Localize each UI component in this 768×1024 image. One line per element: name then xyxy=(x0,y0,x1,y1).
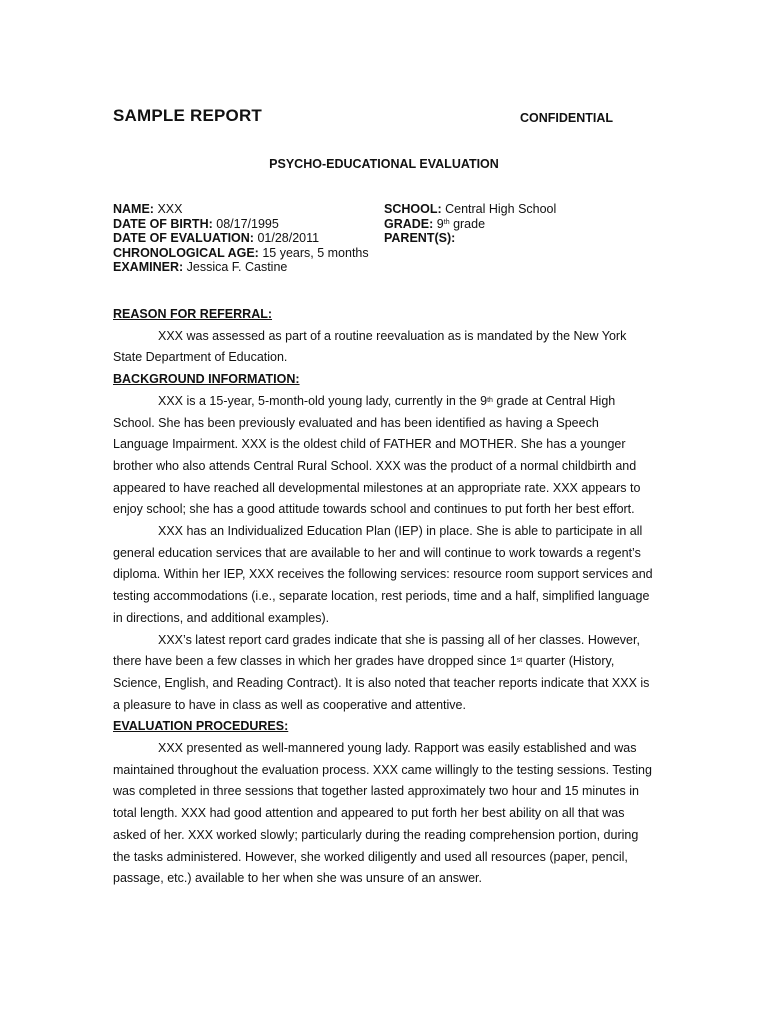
dob-row xyxy=(113,217,369,232)
school-label: SCHOOL: xyxy=(384,202,442,216)
name-value: XXX xyxy=(153,202,183,216)
background-p3-start: XXX’s latest report card grades indicate that she is passing all of her classes. However, there have been a few classes in which her grades have dropped since 1 xyxy=(113,632,640,669)
dob-label: DATE OF BIRTH: xyxy=(113,216,213,231)
procedures-heading: EVALUATION PROCEDURES: xyxy=(113,719,289,734)
examiner-row xyxy=(113,260,369,275)
dob-value: 08/17/1995 xyxy=(212,216,279,231)
grade-suffix: grade xyxy=(449,216,486,231)
referral-heading: REASON FOR REFERRAL: xyxy=(113,307,273,321)
background-p1-superscript: th xyxy=(487,396,493,404)
school-row xyxy=(384,202,556,217)
background-p1-start: XXX is a 15-year, 5-month-old young lady, currently in the 9 xyxy=(158,393,488,408)
age-value: 15 years, 5 months xyxy=(258,245,369,260)
name-row xyxy=(113,202,369,217)
student-info-left xyxy=(113,202,369,275)
background-heading: BACKGROUND INFORMATION: xyxy=(113,372,300,387)
background-paragraph-3 xyxy=(113,630,653,717)
background-p1-end: grade at Central High School. She has been previously evaluated and has been identified as having a Speech Language Impairment. XXX is the oldest child of FATHER and MOTHER. She has a younger brother who also attends Central Rural School. XXX was the product of a normal childbirth and appeared to have reached all developmental milestones at an appropriate rate. XXX appears to enjoy school; she has a good attitude towards school and continues to put forth her best effort. xyxy=(113,393,641,517)
procedures-paragraph: XXX presented as well-mannered young lady. Rapport was easily established and was maintained throughout the evaluation process. XXX came willingly to the testing sessions. Testing was completed in three sessions that together lasted approximately two hour and 15 minutes in total length. XXX had good attention and appeared to put forth her best ability on all that was asked of her. XXX worked slowly; particularly during the reading comprehension portion, during the tasks administered. However, she worked diligently and used all resources (paper, pencil, passage, etc.) available to her when she was unsure of an answer. xyxy=(113,741,652,886)
grade-row xyxy=(384,217,556,232)
background-paragraph-1 xyxy=(113,391,653,521)
evaluation-title: PSYCHO-EDUCATIONAL EVALUATION xyxy=(269,157,499,171)
parents-row xyxy=(384,231,556,246)
age-label: CHRONOLOGICAL AGE: xyxy=(113,245,259,260)
parents-label: PARENT(S): xyxy=(384,231,456,246)
doe-value: 01/28/2011 xyxy=(253,231,320,246)
grade-superscript: th xyxy=(443,218,450,226)
doe-label: DATE OF EVALUATION: xyxy=(113,231,254,246)
background-p3-superscript: st xyxy=(516,657,523,665)
report-title: SAMPLE REPORT xyxy=(113,106,263,125)
referral-paragraph: XXX was assessed as part of a routine reevaluation as is mandated by the New York State Department of Education. xyxy=(113,328,627,365)
background-p3-end: quarter (History, Science, English, and Reading Contract). It is also noted that teacher reports indicate that XXX is a pleasure to have in class as well as cooperative and attentive. xyxy=(113,654,650,712)
student-info-right xyxy=(384,202,556,246)
name-label: NAME: xyxy=(113,202,154,216)
age-row xyxy=(113,246,369,261)
grade-label: GRADE: xyxy=(384,216,434,231)
grade-value: 9 xyxy=(433,216,444,231)
examiner-value: Jessica F. Castine xyxy=(183,260,288,275)
doe-row xyxy=(113,231,369,246)
report-body xyxy=(113,304,653,890)
examiner-label: EXAMINER: xyxy=(113,260,184,275)
background-paragraph-2: XXX has an Individualized Education Plan (IEP) in place. She is able to participate in all general education services that are available to her and will continue to work towards a regent’s diploma. Within her IEP, XXX receives the following services: resource room support services and testing accommodations (i.e., separate location, rest periods, time and a half, simplified language in directions, and additional examples). xyxy=(113,524,653,625)
confidential-label: CONFIDENTIAL xyxy=(520,111,614,125)
school-value: Central High School xyxy=(441,202,557,216)
